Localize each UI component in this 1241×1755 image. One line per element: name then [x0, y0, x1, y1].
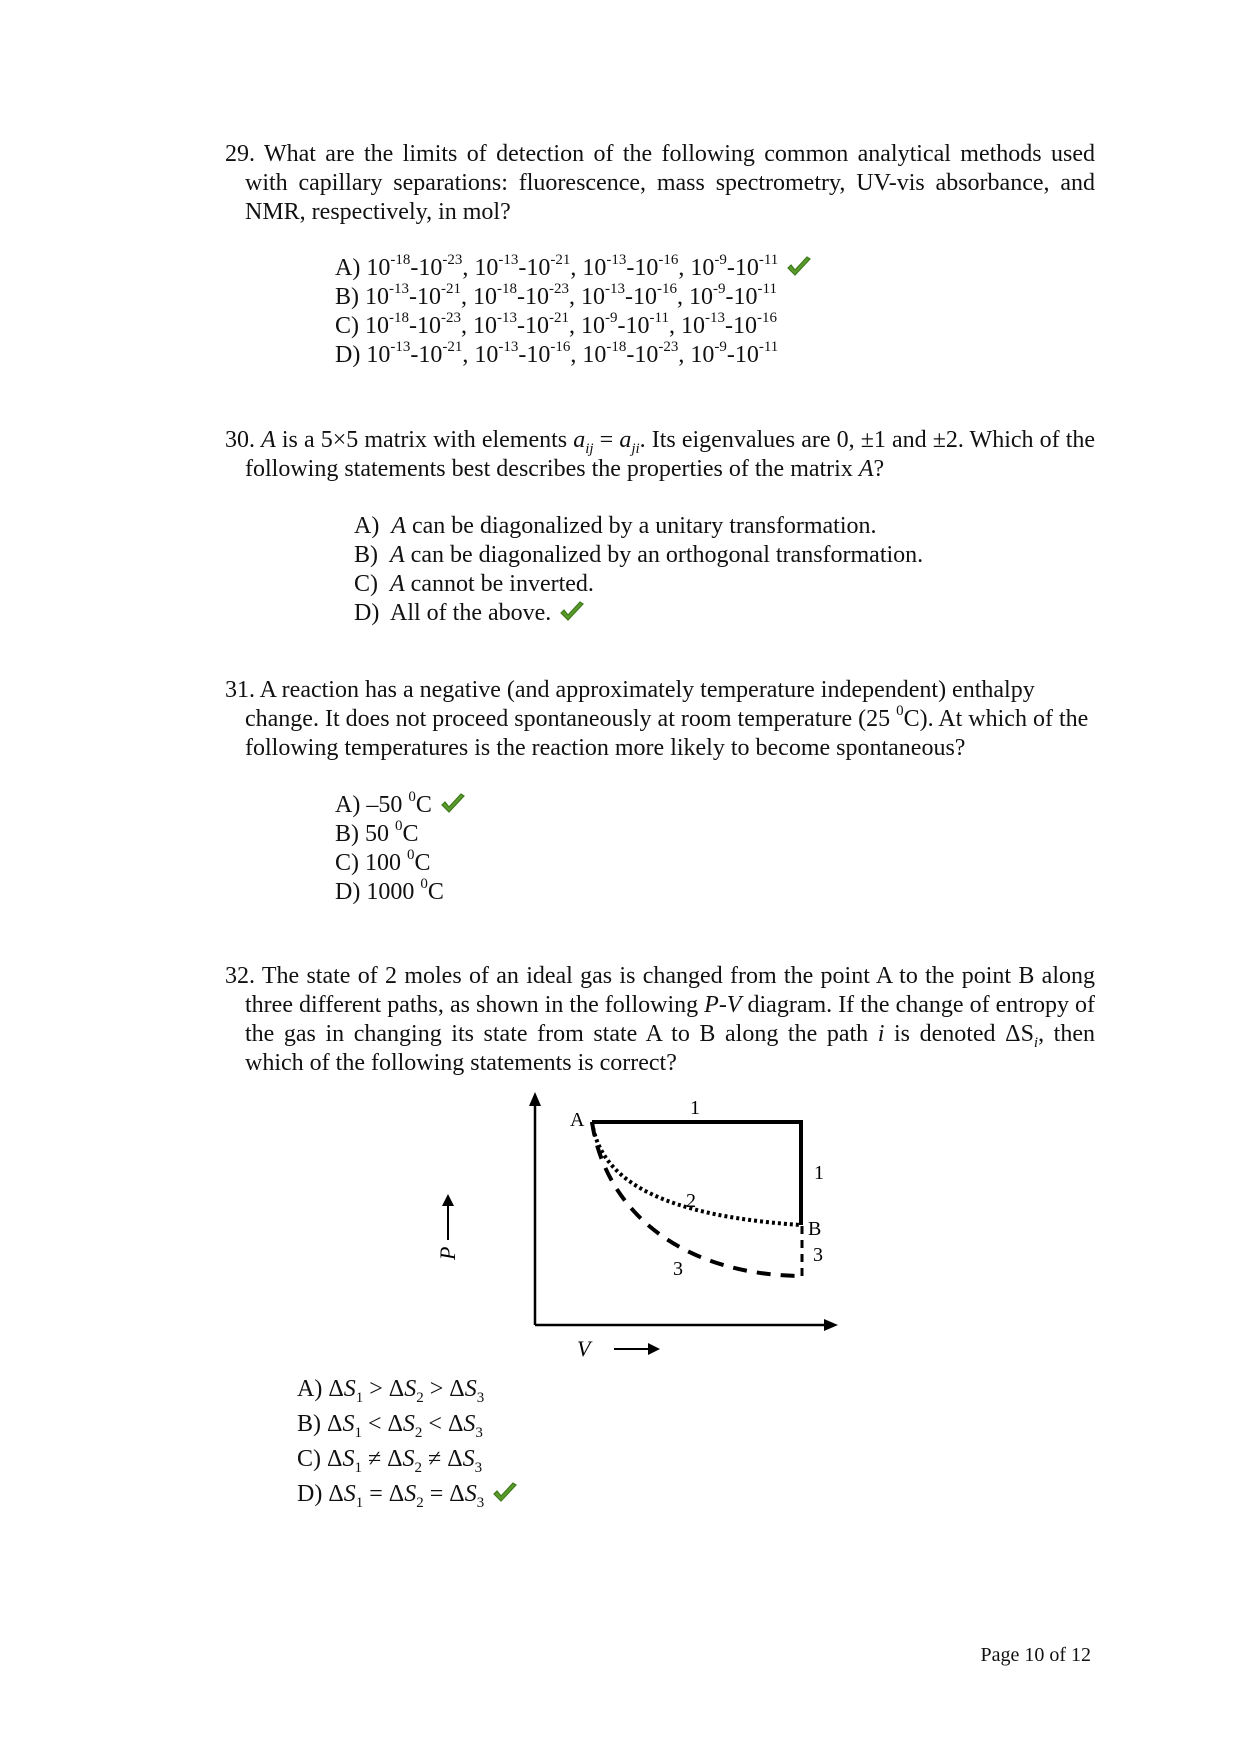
q32-option: [297, 1372, 518, 1407]
v-axis-label: [577, 1336, 660, 1361]
q30-option: [354, 599, 923, 628]
question-30: [225, 426, 1095, 484]
svg-text:V: V: [577, 1336, 591, 1361]
label-path-2: 2: [686, 1190, 696, 1212]
option-letter: C): [354, 571, 378, 597]
label-point-a: A: [570, 1109, 585, 1131]
option-text: $10^{-18}-10^{-23}$, $10^{-13}-10^{-21}$, $10^{-9}-10^{-11}$, $10^{-13}-10^{-16}$: [365, 310, 777, 339]
question-29: [225, 140, 1095, 227]
label-path-3-side: 3: [813, 1244, 823, 1266]
check-mark-icon: [786, 256, 812, 278]
q31-option: [335, 878, 466, 907]
q29-option: [335, 312, 812, 341]
option-letter: D): [335, 879, 361, 905]
option-letter: D): [335, 342, 361, 368]
question-30-stem: 30. A is a 5×5 matrix with elements $a_{ij} = a_{ji}$. Its eigenvalues are 0, ±1 and ±2. Which of the following statements best describes the properties of the matrix A?: [225, 427, 1096, 482]
q30-option: [354, 541, 923, 570]
option-letter: B): [297, 1411, 321, 1437]
option-letter: B): [335, 284, 359, 310]
q30-option: [354, 570, 923, 599]
pv-diagram: [435, 1090, 850, 1370]
q29-option: [335, 283, 812, 312]
check-mark-icon: [492, 1482, 518, 1504]
q29-option: [335, 341, 812, 370]
question-29-stem: 29. What are the limits of detection of the following common analytical methods used with capillary separations: fluorescence, mass spectrometry, UV-vis absorbance, and NMR, respectively, in mol?: [225, 141, 1095, 225]
path-3: [592, 1122, 802, 1276]
q32-option: [297, 1407, 518, 1442]
option-text: A can be diagonalized by a unitary transformation.: [391, 513, 877, 539]
path-2: [592, 1122, 801, 1225]
option-text: 50 $^0$C: [365, 818, 419, 847]
option-text: A cannot be inverted.: [390, 571, 594, 597]
option-letter: A): [335, 792, 361, 818]
option-letter: C): [335, 850, 359, 876]
option-text: $10^{-18}-10^{-23}$, $10^{-13}-10^{-21}$, $10^{-13}-10^{-16}$, $10^{-9}-10^{-11}$: [366, 252, 779, 281]
option-text: 1000 $^0$C: [366, 876, 444, 905]
option-letter: B): [335, 821, 359, 847]
q32-option: [297, 1477, 518, 1512]
option-letter: D): [354, 600, 380, 626]
label-path-1-side: 1: [814, 1162, 824, 1184]
option-text: –50 $^0$C: [366, 789, 432, 818]
q32-option: [297, 1442, 518, 1477]
option-letter: D): [297, 1481, 323, 1507]
question-31: [225, 676, 1095, 763]
check-mark-icon: [440, 793, 466, 815]
v-axis-arrowhead: [824, 1319, 838, 1331]
question-30-options: [354, 512, 923, 628]
q31-option: [335, 849, 466, 878]
q29-option: [335, 254, 812, 283]
option-letter: A): [354, 513, 380, 539]
option-text: $\Delta S_1 > \Delta S_2 > \Delta S_3$: [328, 1376, 485, 1406]
option-text: $10^{-13}-10^{-21}$, $10^{-13}-10^{-16}$, $10^{-18}-10^{-23}$, $10^{-9}-10^{-11}$: [366, 339, 779, 368]
option-letter: A): [335, 255, 361, 281]
question-32-options: [297, 1372, 518, 1512]
option-letter: A): [297, 1376, 323, 1402]
label-path-1-top: 1: [690, 1097, 700, 1119]
q31-option: [335, 791, 466, 820]
option-letter: C): [335, 313, 359, 339]
option-letter: C): [297, 1446, 321, 1472]
option-letter: B): [354, 542, 378, 568]
option-text: $\Delta S_1 < \Delta S_2 < \Delta S_3$: [327, 1411, 483, 1441]
q30-option: [354, 512, 923, 541]
label-path-3: 3: [673, 1258, 683, 1280]
svg-text:P: P: [435, 1246, 460, 1260]
question-31-stem: 31. A reaction has a negative (and approximately temperature independent) enthalpy change. It does not proceed spontaneously at room temperature (25 $^0$C). At which of the following temperatures is the reaction more likely to become spontaneous?: [225, 677, 1089, 761]
option-text: All of the above.: [390, 600, 552, 626]
question-32: [225, 962, 1095, 1078]
question-29-options: [335, 254, 812, 370]
check-mark-icon: [559, 601, 585, 623]
option-text: A can be diagonalized by an orthogonal transformation.: [390, 542, 924, 568]
q31-option: [335, 820, 466, 849]
p-axis-arrowhead: [529, 1092, 541, 1106]
label-point-b: B: [808, 1218, 822, 1240]
option-text: $10^{-13}-10^{-21}$, $10^{-18}-10^{-23}$, $10^{-13}-10^{-16}$, $10^{-9}-10^{-11}$: [365, 281, 777, 310]
page-number: Page 10 of 12: [980, 1644, 1091, 1666]
question-31-options: [335, 791, 466, 907]
question-32-stem: 32. The state of 2 moles of an ideal gas is changed from the point A to the point B along three different paths, as shown in the following P-V diagram. If the change of entropy of the gas in changing its state from state A to B along the path i is denoted $\Delta S_i$, then which of the following statements is correct?: [225, 963, 1095, 1076]
option-text: $\Delta S_1 \ne \Delta S_2 \ne \Delta S_3$: [327, 1446, 483, 1476]
p-axis-label: [435, 1194, 460, 1261]
option-text: $\Delta S_1 = \Delta S_2 = \Delta S_3$: [328, 1481, 485, 1511]
option-text: 100 $^0$C: [365, 847, 431, 876]
